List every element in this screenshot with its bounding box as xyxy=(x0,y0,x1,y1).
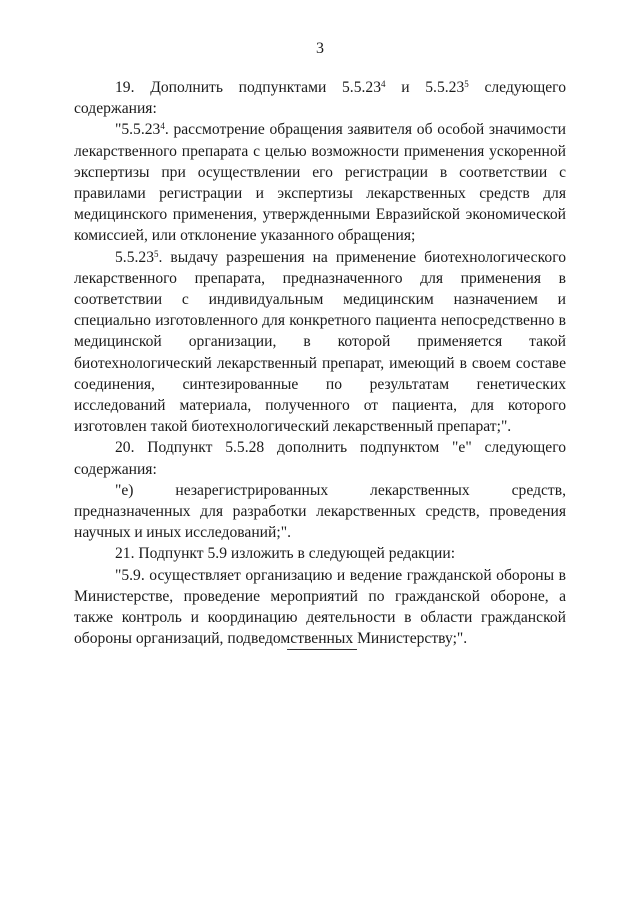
item-19-paragraph xyxy=(74,77,566,119)
subitem-5-5-23-4-text-b: . рассмотрение обращения заявителя об особой значимости лекарственного препарата с целью возможности применения ускоренной экспертизы при осуществлении его регистрации в соответствии с правилами регистрации и экспертизы лекарственных средств для медицинского применения, утвержденными Евразийской экономической комиссией, или отклонение указанного обращения; xyxy=(74,121,566,245)
subitem-5-5-23-5-paragraph xyxy=(74,247,566,438)
subitem-5-5-23-4-paragraph xyxy=(74,119,566,246)
subitem-5-5-23-4-superscript: 4 xyxy=(160,121,165,132)
end-separator-line xyxy=(287,649,357,650)
item-19-text-b: и 5.5.23 xyxy=(385,79,465,96)
item-20-paragraph: 20. Подпункт 5.5.28 дополнить подпунктом "е" следующего содержания: xyxy=(74,439,566,478)
subitem-5-5-23-5-text-a: 5.5.23 xyxy=(115,248,154,266)
subitem-5-9-paragraph: "5.9. осуществляет организацию и ведение гражданской обороны в Министерстве, проведение мероприятий по гражданской обороне, а также контроль и координацию деятельности в области гражданской обороны организаций, подведомственных Министерству;". xyxy=(74,566,566,648)
subitem-5-5-23-5-superscript: 5 xyxy=(153,248,159,259)
subitem-e-paragraph: "е) незарегистрированных лекарственных средств, предназначенных для разработки лекарственных средств, проведения научных и иных исследований;". xyxy=(74,481,566,542)
item-19-superscript-a: 4 xyxy=(381,79,386,89)
item-19-text-c: следующего содержания: xyxy=(74,79,566,118)
subitem-5-5-23-5-text-b: . выдачу разрешения на применение биотехнологического лекарственного препарата, предназначенного для применения в соответствии с индивидуальным медицинским назначением и специально изготовленного для конкретного пациента непосредственно в медицинской организации, в которой применяется такой биотехнологический лекарственный препарат, имеющий в своем составе соединения, синтезированные по результатам генетических исследований материала, полученного от пациента, для которого изготовлен такой биотехнологический лекарственный препарат;". xyxy=(74,248,566,436)
item-21-paragraph: 21. Подпункт 5.9 изложить в следующей редакции: xyxy=(115,545,456,563)
page-number: 3 xyxy=(316,40,324,57)
item-19-text-a: 19. Дополнить подпунктами 5.5.23 xyxy=(115,79,381,96)
document-body xyxy=(74,77,566,649)
subitem-5-5-23-4-text-a: "5.5.23 xyxy=(115,121,161,139)
item-19-superscript-b: 5 xyxy=(464,79,469,89)
